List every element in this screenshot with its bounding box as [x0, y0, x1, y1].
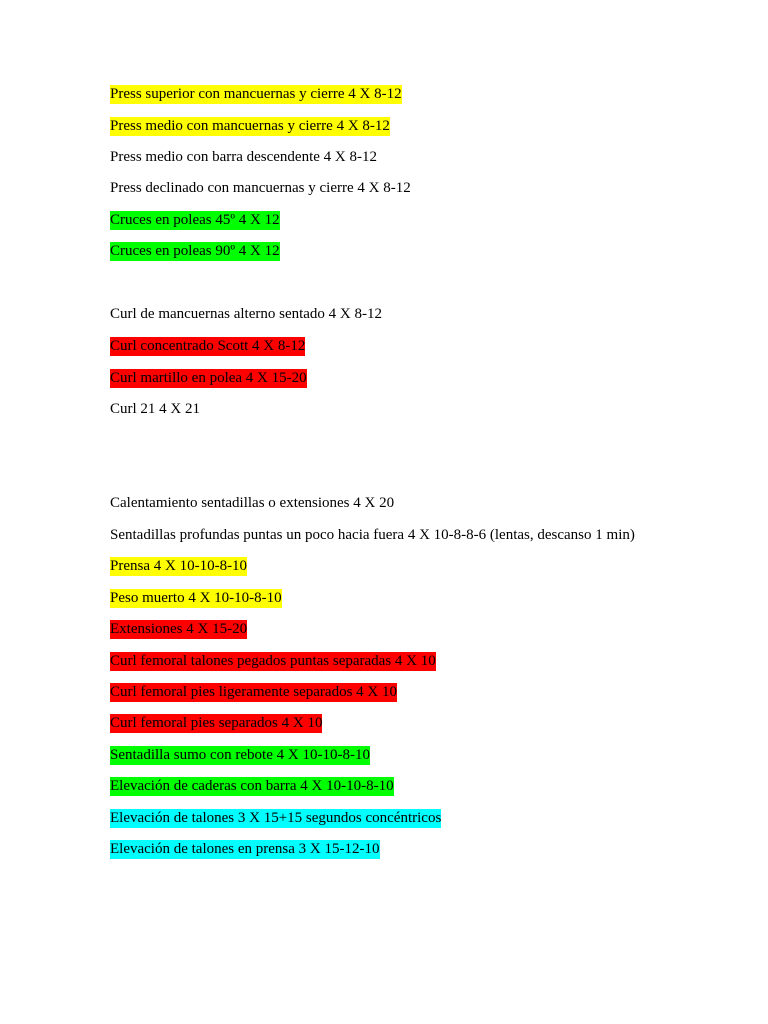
exercise-text: Cruces en poleas 45º 4 X 12 [110, 212, 280, 228]
exercise-line [110, 556, 247, 576]
exercise-line [110, 525, 635, 545]
exercise-line [110, 336, 305, 356]
exercise-text: Sentadillas profundas puntas un poco hacia fuera 4 X 10-8-8-6 (lentas, descanso 1 min) [110, 527, 635, 543]
exercise-text: Curl martillo en polea 4 X 15-20 [110, 370, 307, 386]
exercise-text: Sentadilla sumo con rebote 4 X 10-10-8-10 [110, 747, 370, 763]
exercise-line [110, 84, 402, 104]
exercise-line [110, 651, 436, 671]
exercise-text: Curl de mancuernas alterno sentado 4 X 8-12 [110, 306, 382, 322]
exercise-text: Curl femoral pies ligeramente separados 4 X 10 [110, 684, 397, 700]
exercise-line [110, 493, 394, 513]
exercise-text: Curl concentrado Scott 4 X 8-12 [110, 338, 306, 354]
exercise-line [110, 713, 322, 733]
exercise-line [110, 619, 247, 639]
exercise-line [110, 776, 394, 796]
exercise-line [110, 178, 411, 198]
exercise-line [110, 304, 382, 324]
exercise-line [110, 839, 380, 859]
exercise-line [110, 116, 390, 136]
exercise-text: Press medio con barra descendente 4 X 8-12 [110, 149, 377, 165]
exercise-text: Curl femoral talones pegados puntas separadas 4 X 10 [110, 653, 436, 669]
exercise-text: Extensiones 4 X 15-20 [110, 621, 248, 637]
exercise-text: Peso muerto 4 X 10-10-8-10 [110, 590, 282, 606]
exercise-text: Curl femoral pies separados 4 X 10 [110, 715, 323, 731]
exercise-line [110, 588, 282, 608]
exercise-text: Cruces en poleas 90º 4 X 12 [110, 243, 280, 259]
exercise-text: Calentamiento sentadillas o extensiones 4 X 20 [110, 495, 395, 511]
exercise-line [110, 241, 280, 261]
exercise-text: Elevación de talones en prensa 3 X 15-12-10 [110, 841, 380, 857]
exercise-line [110, 808, 441, 828]
exercise-text: Press superior con mancuernas y cierre 4 X 8-12 [110, 86, 402, 102]
exercise-text: Press declinado con mancuernas y cierre 4 X 8-12 [110, 180, 411, 196]
exercise-line [110, 147, 377, 167]
exercise-line [110, 399, 200, 419]
exercise-text: Prensa 4 X 10-10-8-10 [110, 558, 248, 574]
exercise-text: Elevación de talones 3 X 15+15 segundos concéntricos [110, 810, 442, 826]
exercise-line [110, 368, 307, 388]
exercise-text: Curl 21 4 X 21 [110, 401, 200, 417]
exercise-text: Press medio con mancuernas y cierre 4 X 8-12 [110, 118, 390, 134]
exercise-text: Elevación de caderas con barra 4 X 10-10-8-10 [110, 778, 394, 794]
document-page [110, 0, 750, 1024]
exercise-line [110, 745, 370, 765]
exercise-line [110, 682, 397, 702]
exercise-line [110, 210, 280, 230]
